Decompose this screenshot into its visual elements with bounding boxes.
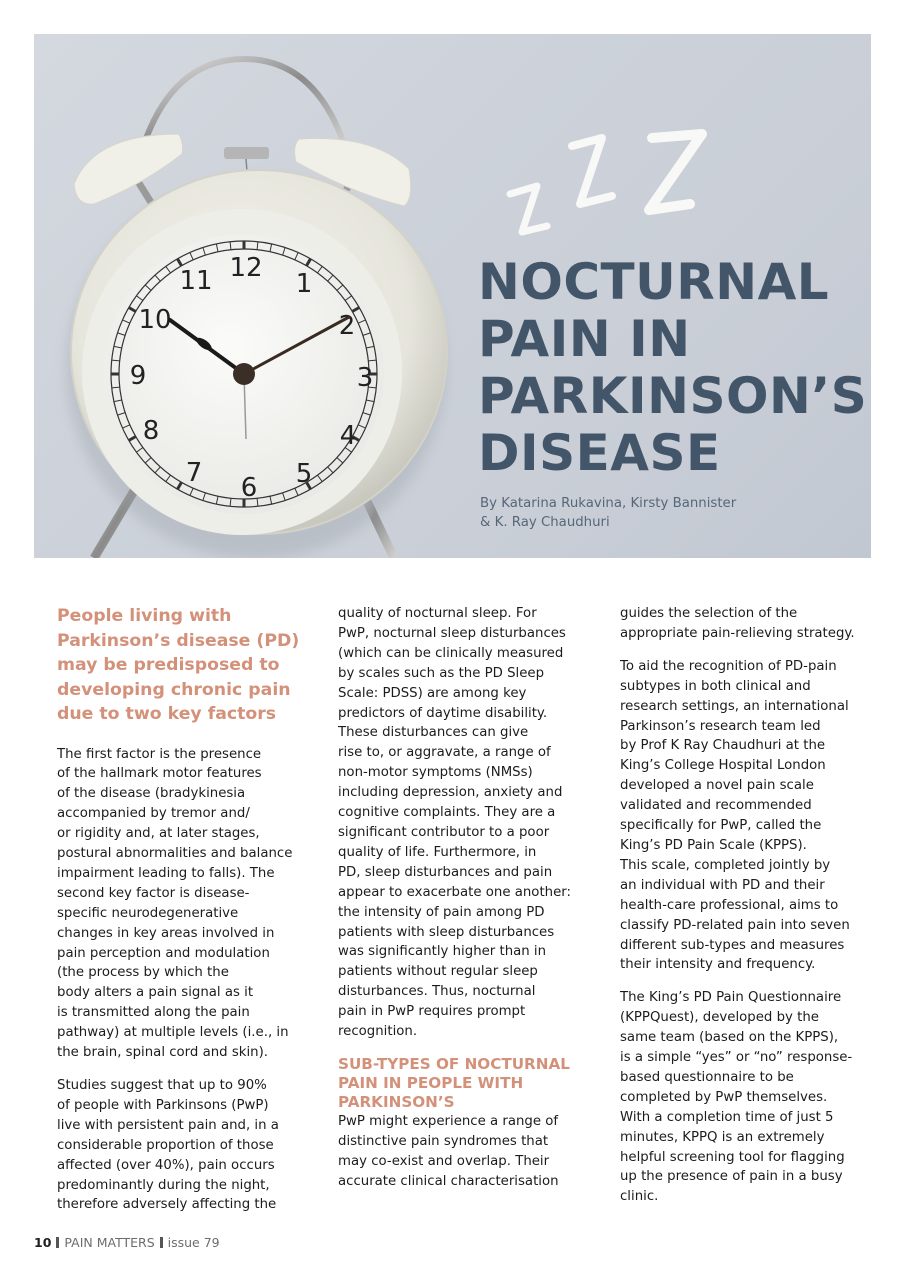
paragraph: quality of nocturnal sleep. For PwP, nocturnal sleep disturbances (which can be clinically measured by scales such as the PD Sleep Scale: PDSS) are among key predictors of daytime disability. These disturbances can give rise to, or aggravate, a range of non-motor symptoms (NMSs) including depression, anxiety and cognitive complaints. They are a significant contributor to a poor quality of life. Furthermore, in PD, sleep disturbances and pain appear to exacerbate one another: the intensity of pain among PD patients with sleep disturbances was significantly higher than in patients without regular sleep disturbances. Thus, nocturnal pain in PwP requires prompt recognition. (338, 606, 571, 1040)
svg-text:1: 1 (295, 269, 313, 299)
svg-text:3: 3 (356, 363, 374, 393)
svg-text:4: 4 (339, 421, 357, 451)
issue-label: issue 79 (167, 1235, 220, 1250)
author-byline: By Katarina Rukavina, Kirsty Bannister & K. Ray Chaudhuri (480, 496, 737, 530)
paragraph: To aid the recognition of PD-pain subtypes in both clinical and research settings, an international Parkinson’s research team led by Prof K Ray Chaudhuri at the King’s College Hospital London developed a novel pain scale validated and recommended specifically for PwP, called the King’s PD Pain Scale (KPPS). This scale, completed jointly by an individual with PD and their health-care professional, aims to classify PD-related pain into seven different sub-types and measures their intensity and frequency. (620, 658, 850, 973)
hero-image (34, 34, 871, 558)
column-2 (338, 604, 590, 1205)
svg-text:8: 8 (142, 416, 160, 446)
svg-text:12: 12 (229, 253, 263, 283)
svg-text:10: 10 (138, 305, 172, 335)
page-number: 10 (34, 1235, 52, 1250)
lead-heading: People living with Parkinson’s disease (PD) may be predisposed to developing chronic pain due to two key factors (57, 606, 300, 724)
paragraph: Studies suggest that up to 90% of people with Parkinsons (PwP) live with persistent pain and, in a considerable proportion of those affected (over 40%), pain occurs predominantly during the night, therefore adversely affecting the (57, 1078, 279, 1213)
paragraph: PwP might experience a range of distinctive pain syndromes that may co-exist and overlap. Their accurate clinical characterisation (338, 1113, 559, 1189)
clock-center-pin (233, 363, 255, 385)
paragraph: The King’s PD Pain Questionnaire (KPPQuest), developed by the same team (based on the KPPS), is a simple “yes” or “no” response- based questionnaire to be completed by PwP themselves. With a completion time of just 5 minutes, KPPQ is an extremely helpful screening tool for flagging up the presence of pain in a busy clinic. (620, 990, 853, 1205)
svg-text:5: 5 (295, 459, 313, 489)
zzz-icon (510, 134, 702, 232)
paragraph: guides the selection of the appropriate pain-relieving strategy. (620, 606, 855, 641)
section-subheading: SUB-TYPES OF NOCTURNAL PAIN IN PEOPLE WITH PARKINSON’S (338, 1054, 570, 1111)
paragraph: The first factor is the presence of the hallmark motor features of the disease (bradykinesia accompanied by tremor and/ or rigidity and, at later stages, postural abnormalities and balance impairment leading to falls). The second key factor is disease- specific neurodegenerative changes in key areas involved in pain perception and modulation (the process by which the body alters a pain signal as it is transmitted along the pain pathway) at multiple levels (i.e., in the brain, spinal cord and skin). (57, 746, 293, 1061)
svg-text:9: 9 (129, 361, 147, 391)
publication-name: PAIN MATTERS (64, 1235, 155, 1250)
svg-text:2: 2 (338, 311, 356, 341)
column-1 (57, 604, 309, 1228)
svg-text:6: 6 (240, 473, 258, 503)
column-3 (620, 604, 876, 1220)
page-footer (34, 1235, 220, 1250)
separator-bar (56, 1237, 59, 1248)
separator-bar (160, 1237, 163, 1248)
clock-handle (144, 59, 344, 144)
article-title: NOCTURNAL PAIN IN PARKINSON’S DISEASE (478, 253, 868, 482)
svg-text:11: 11 (179, 266, 213, 296)
svg-text:7: 7 (185, 458, 203, 488)
